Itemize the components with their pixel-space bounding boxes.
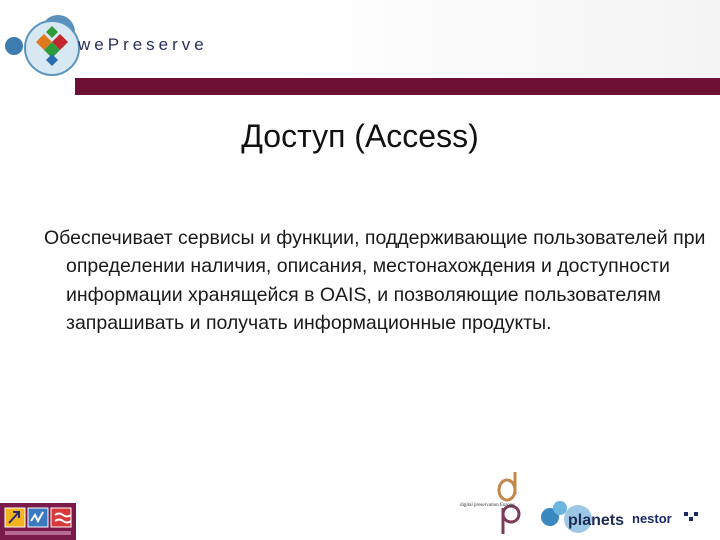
- dpe-logo-icon: [458, 466, 540, 538]
- slide-body: Обеспечивает сервисы и функции, поддерживающие пользователей при определении наличия, описания, местонахождения и доступности информации хранящейся в OAIS, и позволяющие пользователям запрашивать и получать информационные продукты.: [44, 227, 706, 334]
- header-rule: [75, 78, 720, 95]
- header-logo-text: wePreserve: [78, 35, 208, 54]
- nestor-logo-icon: [630, 508, 700, 528]
- slide-header: [0, 0, 720, 95]
- nestor-logo-text: nestor: [632, 511, 672, 526]
- planets-logo-icon: [538, 494, 626, 536]
- planets-logo-text: planets: [568, 512, 625, 529]
- dpe-logo-caption: digital preservation Europe: [460, 503, 515, 508]
- slide-title: Доступ (Access): [241, 118, 479, 154]
- project-logo-icon: [0, 503, 76, 540]
